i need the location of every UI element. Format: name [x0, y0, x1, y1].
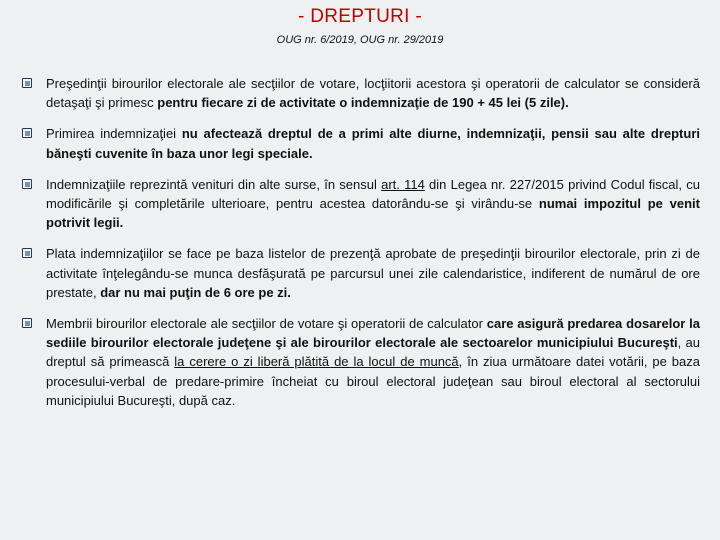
list-item — [22, 74, 700, 112]
list-item — [22, 124, 700, 162]
item-text: Preşedinţii birourilor electorale ale secţiilor de votare, locţiitorii acestora şi operatorii de calculator se consideră detaşaţi şi primesc — [46, 76, 700, 111]
bullet-list — [22, 74, 700, 422]
checkbox-bullet-icon — [22, 248, 32, 258]
item-bold-text: pentru fiecare zi de activitate o indemnizaţie de 190 + 45 lei (5 zile). — [157, 95, 569, 111]
item-text: Primirea indemnizaţiei — [46, 126, 182, 142]
item-text: Indemnizaţiile reprezintă venituri din alte surse, în sensul — [46, 176, 382, 192]
page-title: - DREPTURI - — [298, 6, 422, 27]
item-bold-text: dar nu mai puţin de 6 ore pe zi. — [100, 284, 291, 300]
item-bold-text: numai impozitul pe venit potrivit legii. — [46, 196, 700, 231]
list-item — [22, 314, 700, 410]
item-text: Plata indemnizaţiilor se face pe baza listelor de prezenţă aprobate de preşedinţii birourilor electorale, prin zi de activitate înţelegându-se munca desfăşurată pe parcursul unei zile calendaristice, indiferent de numărul de ore prestate, — [46, 246, 700, 300]
item-text: din Legea nr. 227/2015 privind Codul fiscal, cu modificările şi completările ulterioare, pentru acestea datorându-se şi virându-se — [46, 176, 700, 212]
checkbox-bullet-icon — [22, 318, 32, 328]
checkbox-bullet-icon — [22, 128, 32, 138]
page-subtitle: OUG nr. 6/2019, OUG nr. 29/2019 — [276, 34, 444, 46]
item-underlined-text: la cerere o zi liberă plătită de la locul de muncă — [174, 354, 459, 370]
checkbox-bullet-icon — [22, 78, 32, 88]
item-text: Membrii birourilor electorale ale secţiilor de votare şi operatorii de calculator — [46, 316, 487, 332]
checkbox-bullet-icon — [22, 179, 32, 189]
item-text: , au dreptul să primească — [46, 335, 700, 370]
list-item — [22, 175, 700, 233]
item-bold-text: care asigură predarea dosarelor la sediile birourilor electorale judeţene şi ale birourilor electorale ale sectoarelor municipiului Bucureşti — [46, 316, 700, 351]
item-bold-text: nu afectează dreptul de a primi alte diurne, indemnizaţii, pensii sau alte drepturi băneşti cuvenite în baza unor legi speciale. — [46, 126, 700, 161]
item-text: , în ziua următoare datei votării, pe baza procesului-verbal de predare-primire încheiat cu biroul electoral judeţean sau biroul electoral al sectorului municipiului Bucureşti, după caz. — [46, 354, 701, 408]
law-article-link[interactable]: art. 114 — [381, 176, 425, 192]
list-item — [22, 244, 700, 302]
